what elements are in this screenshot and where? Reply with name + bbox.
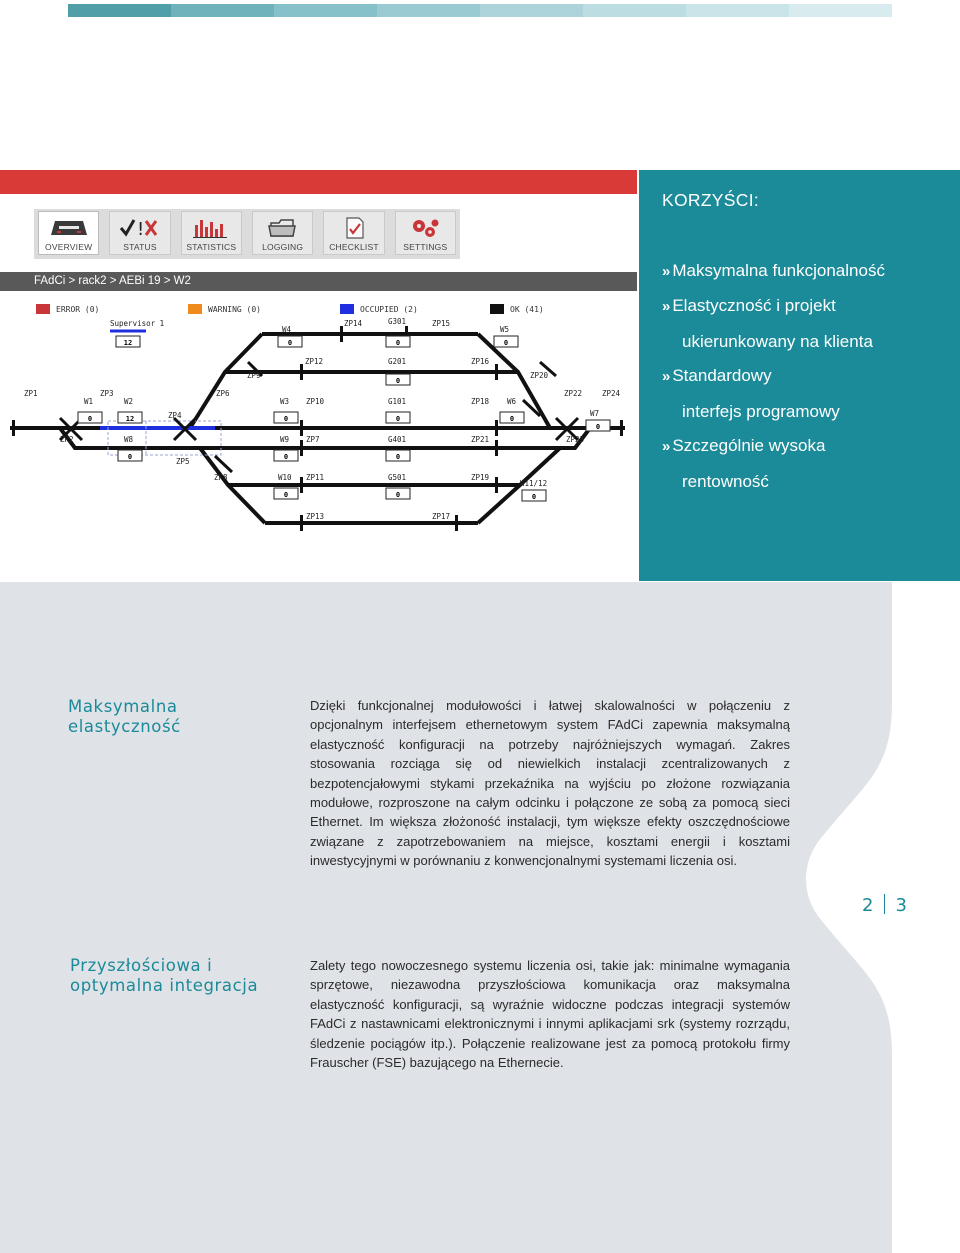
logging-icon	[263, 217, 303, 239]
top-bar-segment	[480, 4, 583, 17]
counter-value: 0	[87, 415, 93, 423]
checklist-icon	[334, 217, 374, 239]
status-icon	[118, 217, 162, 239]
track-label: W7	[590, 409, 600, 418]
content-background	[0, 582, 892, 1253]
legend-label: OCCUPIED (2)	[360, 304, 418, 314]
status-label: STATUS	[123, 242, 157, 252]
track-label: G201	[388, 357, 407, 366]
track-label: W11/12	[520, 479, 548, 488]
counter-value: 0	[395, 377, 401, 385]
track-label: G101	[388, 397, 407, 406]
top-bar-segment	[686, 4, 789, 17]
track-label: W6	[507, 397, 517, 406]
counter-value: 0	[283, 491, 289, 499]
track-label: ZP17	[432, 512, 451, 521]
counter-value: 0	[509, 415, 515, 423]
status-legend	[36, 304, 596, 316]
double-chevron-icon: »	[662, 298, 671, 315]
double-chevron-icon: »	[662, 263, 671, 280]
legend-label: WARNING (0)	[208, 304, 261, 314]
app-toolbar	[34, 209, 460, 259]
checklist-label: CHECKLIST	[329, 242, 379, 252]
legend-ok	[490, 304, 544, 314]
legend-swatch	[36, 304, 50, 314]
benefit-item	[662, 428, 952, 499]
benefits-title: KORZYŚCI:	[662, 190, 760, 210]
track-label: ZP8	[214, 473, 228, 482]
benefits-panel	[639, 170, 960, 581]
counter-value: 0	[395, 491, 401, 499]
track-label: ZP7	[306, 435, 320, 444]
legend-swatch	[490, 304, 504, 314]
statistics-label: STATISTICS	[186, 242, 237, 252]
track-label: W5	[500, 325, 510, 334]
top-bar-segment	[171, 4, 274, 17]
track-label: ZP14	[344, 319, 363, 328]
statistics-button[interactable]	[181, 211, 242, 255]
track-label: ZP9	[247, 371, 261, 380]
track-label: ZP22	[564, 389, 583, 398]
legend-swatch	[340, 304, 354, 314]
settings-icon	[405, 217, 445, 239]
counter-value: 0	[503, 339, 509, 347]
section-heading	[68, 697, 181, 737]
logging-button[interactable]	[252, 211, 313, 255]
track-label: W8	[124, 435, 134, 444]
top-bar-segment	[789, 4, 892, 17]
overview-icon	[49, 217, 89, 239]
track-label: W3	[280, 397, 290, 406]
counter-value: 0	[283, 415, 289, 423]
track-label: ZP15	[432, 319, 451, 328]
track-label: ZP21	[471, 435, 490, 444]
track-label: ZP12	[305, 357, 324, 366]
status-button[interactable]	[109, 211, 170, 255]
track-label: ZP19	[471, 473, 490, 482]
benefit-text: Standardowy	[672, 366, 772, 385]
track-label: ZP3	[100, 389, 114, 398]
benefit-text: Szczególnie wysoka	[672, 436, 826, 455]
section-body: Dzięki funkcjonalnej modułowości i łatwej skalowalności w połączeniu z opcjonalnym interfejsem ethernetowym system FAdCi zapewnia maksymalną elastyczność konfiguracji na potrzeby najróżniejszych wymagań. Zakres stosowania rozciąga się od niewielkich instalacji zcentralizowanych z bezpotencjałowymi stykami przekaźnika na wyjściu po złożone rozwiązania modułowe, rozproszone na całym odcinku i połączone ze sobą za pomocą sieci Ethernet. Im większa złożoność instalacji, tym większe efekty oszczędnościowe związane z zapotrzebowaniem na miejsce, kosztami energii i kosztami inwestycyjnymi w porównaniu z konwencjonalnymi systemami liczenia osi.	[310, 698, 790, 869]
double-chevron-icon: »	[662, 438, 671, 455]
decorative-curve	[800, 582, 960, 1253]
counter-value: 0	[127, 453, 133, 461]
counter-value: 0	[395, 415, 401, 423]
benefit-item	[662, 253, 952, 289]
legend-label: ERROR (0)	[56, 304, 100, 314]
track-label: ZP23	[566, 435, 585, 444]
heading-line: elastyczność	[68, 717, 181, 736]
settings-label: SETTINGS	[403, 242, 448, 252]
benefit-text: interfejs programowy	[682, 402, 840, 421]
legend-warning	[188, 304, 261, 314]
track-label: G301	[388, 318, 407, 326]
counter-value: 0	[395, 339, 401, 347]
track-label: ZP5	[176, 457, 190, 466]
track-label: W10	[278, 473, 292, 482]
counter-value: 0	[287, 339, 293, 347]
track-label: ZP4	[168, 411, 182, 420]
top-color-bar	[68, 4, 892, 17]
benefit-text: ukierunkowany na klienta	[682, 332, 873, 351]
section-body: Zalety tego nowoczesnego systemu liczenia osi, takie jak: minimalne wymagania sprzętowe, niezawodna przyszłościowa komunikacja oraz maksymalna elastyczność konfiguracji, są wyraźnie widoczne podczas integracji systemów FAdCi z nastawnicami elektronicznymi i innymi aplikacjami srk (systemy rozrządu, śledzenie pociągów itp.). Połączenie realizowane jest za pomocą protokołu firmy Frauscher (FSE) bazującego na Ethernecie.	[310, 958, 790, 1071]
counter-value: 12	[123, 339, 133, 347]
track-label: G501	[388, 473, 407, 482]
benefit-text: rentowność	[682, 472, 769, 491]
legend-error	[36, 304, 99, 314]
top-bar-segment	[583, 4, 686, 17]
track-diagram	[0, 318, 637, 582]
counter-value: 0	[283, 453, 289, 461]
top-bar-segment	[377, 4, 480, 17]
track-label: ZP24	[602, 389, 621, 398]
top-bar-segment	[68, 4, 171, 17]
heading-line: optymalna integracja	[70, 976, 259, 995]
track-label: ZP6	[216, 389, 230, 398]
page-numbers	[862, 894, 908, 916]
track-label: ZP11	[306, 473, 325, 482]
overview-button[interactable]	[38, 211, 99, 255]
heading-line: Maksymalna	[68, 697, 178, 716]
track-label: W2	[124, 397, 134, 406]
heading-line: Przyszłościowa i	[70, 956, 213, 975]
track-label: ZP2	[60, 435, 74, 444]
track-label: ZP18	[471, 397, 490, 406]
page-number: 2	[862, 895, 875, 916]
benefit-text: Elastyczność i projekt	[672, 296, 836, 315]
benefit-item	[662, 288, 952, 359]
logging-label: LOGGING	[262, 242, 304, 252]
track-label: G401	[388, 435, 407, 444]
track-label: ZP1	[24, 389, 38, 398]
breadcrumb: FAdCi > rack2 > AEBi 19 > W2	[0, 272, 637, 291]
legend-occupied	[340, 304, 418, 314]
track-label: W9	[280, 435, 290, 444]
app-red-header	[0, 170, 637, 194]
track-label: ZP20	[530, 371, 549, 380]
legend-label: OK (41)	[510, 304, 544, 314]
page-separator	[884, 894, 885, 914]
benefit-item	[662, 358, 952, 429]
track-label: W4	[282, 325, 292, 334]
top-bar-segment	[274, 4, 377, 17]
app-screenshot	[0, 194, 637, 582]
track-label: ZP13	[306, 512, 325, 521]
svg-text:!: !	[136, 219, 145, 239]
page-number: 3	[895, 895, 908, 916]
overview-label: OVERVIEW	[45, 242, 93, 252]
counter-value: 0	[595, 423, 601, 431]
statistics-icon	[191, 217, 231, 239]
checklist-button[interactable]	[323, 211, 384, 255]
legend-swatch	[188, 304, 202, 314]
track-label: W1	[84, 397, 94, 406]
benefit-text: Maksymalna funkcjonalność	[672, 261, 885, 280]
track-label: ZP16	[471, 357, 490, 366]
counter-value: 12	[125, 415, 135, 423]
settings-button[interactable]	[395, 211, 456, 255]
counter-value: 0	[395, 453, 401, 461]
double-chevron-icon: »	[662, 368, 671, 385]
track-label: ZP10	[306, 397, 325, 406]
supervisor-label: Supervisor 1	[110, 319, 165, 328]
counter-value: 0	[531, 493, 537, 501]
section-heading	[70, 956, 258, 996]
